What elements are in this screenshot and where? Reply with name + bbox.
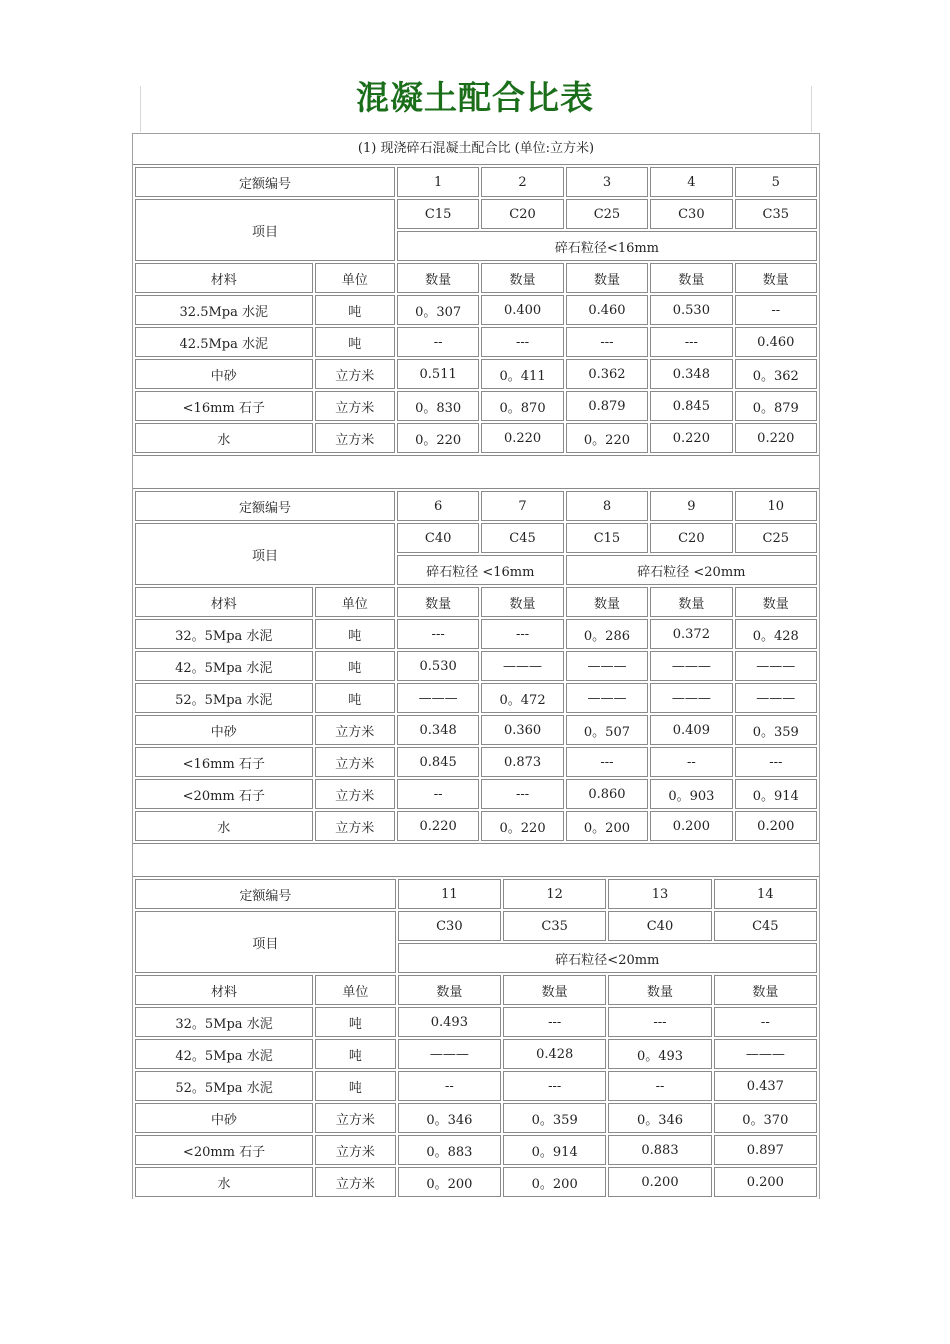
- quantity-cell: ———: [566, 683, 648, 713]
- grade-cell: C25: [735, 523, 817, 553]
- quantity-cell: 0.220: [735, 423, 817, 453]
- quantity-cell: 0.200: [714, 1167, 817, 1197]
- material-cell: <20mm 石子: [135, 779, 313, 809]
- material-cell: 42。5Mpa 水泥: [135, 1039, 313, 1069]
- quantity-cell: 0.493: [398, 1007, 501, 1037]
- code-label: 定额编号: [135, 879, 396, 909]
- quantity-cell: ---: [397, 619, 479, 649]
- material-cell: 水: [135, 1167, 313, 1197]
- material-cell: <20mm 石子: [135, 1135, 313, 1165]
- table-row: [135, 295, 817, 325]
- quantity-cell: 0。879: [735, 391, 817, 421]
- quantity-cell: 0。200: [566, 811, 648, 841]
- gravel-size-cell: 碎石粒径 <16mm: [397, 555, 564, 585]
- quantity-cell: 0。370: [714, 1103, 817, 1133]
- quantity-cell: ———: [398, 1039, 501, 1069]
- quantity-cell: --: [650, 747, 732, 777]
- unit-cell: 立方米: [315, 747, 395, 777]
- quantity-cell: ---: [608, 1007, 711, 1037]
- quantity-cell: --: [397, 327, 479, 357]
- quantity-cell: 0。914: [735, 779, 817, 809]
- quantity-cell: --: [398, 1071, 501, 1101]
- unit-cell: 立方米: [315, 1167, 396, 1197]
- quantity-cell: 0.845: [650, 391, 732, 421]
- quantity-cell: 0。507: [566, 715, 648, 745]
- page-title: 混凝土配合比表: [356, 78, 594, 117]
- quantity-cell: 0。870: [481, 391, 563, 421]
- material-header: 材料: [135, 587, 313, 617]
- grade-cell: C35: [735, 199, 817, 229]
- unit-header: 单位: [315, 587, 395, 617]
- grade-cell: C45: [714, 911, 817, 941]
- quantity-cell: --: [735, 295, 817, 325]
- quantity-cell: ---: [481, 327, 563, 357]
- material-cell: <16mm 石子: [135, 391, 313, 421]
- quantity-cell: ———: [735, 651, 817, 681]
- quantity-cell: 0.409: [650, 715, 732, 745]
- quantity-header: 数量: [566, 587, 648, 617]
- grade-row: [135, 911, 817, 941]
- quantity-cell: 0.897: [714, 1135, 817, 1165]
- table-row: [135, 683, 817, 713]
- table-row: [135, 779, 817, 809]
- grade-cell: C15: [566, 523, 648, 553]
- material-cell: 水: [135, 423, 313, 453]
- code-row: [135, 491, 817, 521]
- unit-cell: 立方米: [315, 391, 395, 421]
- quantity-cell: ———: [481, 651, 563, 681]
- table-caption: (1) 现浇碎石混凝土配合比 (单位:立方米): [133, 134, 819, 165]
- quantity-cell: ———: [566, 651, 648, 681]
- quantity-cell: 0。883: [398, 1135, 501, 1165]
- table-row: [135, 1167, 817, 1197]
- unit-cell: 立方米: [315, 715, 395, 745]
- code-cell: 10: [735, 491, 817, 521]
- quantity-cell: ---: [566, 327, 648, 357]
- quantity-cell: 0.883: [608, 1135, 711, 1165]
- quantity-header: 数量: [397, 587, 479, 617]
- unit-cell: 吨: [315, 1071, 396, 1101]
- quantity-cell: 0.530: [397, 651, 479, 681]
- grade-cell: C35: [503, 911, 606, 941]
- code-label: 定额编号: [135, 167, 395, 197]
- table-row: [135, 359, 817, 389]
- grade-cell: C20: [650, 523, 732, 553]
- quantity-cell: 0.437: [714, 1071, 817, 1101]
- material-cell: 中砂: [135, 1103, 313, 1133]
- grade-cell: C20: [481, 199, 563, 229]
- sections-container: [133, 165, 819, 1199]
- quantity-cell: ---: [566, 747, 648, 777]
- header-row: [135, 587, 817, 617]
- quantity-cell: ---: [481, 779, 563, 809]
- gravel-size-cell: 碎石粒径<16mm: [397, 231, 817, 261]
- quantity-header: 数量: [735, 263, 817, 293]
- code-cell: 8: [566, 491, 648, 521]
- quantity-cell: 0。346: [398, 1103, 501, 1133]
- quantity-header: 数量: [398, 975, 501, 1005]
- unit-cell: 吨: [315, 1007, 396, 1037]
- material-cell: 水: [135, 811, 313, 841]
- quantity-cell: 0.372: [650, 619, 732, 649]
- unit-cell: 吨: [315, 651, 395, 681]
- unit-cell: 立方米: [315, 779, 395, 809]
- table-row: [135, 391, 817, 421]
- code-cell: 7: [481, 491, 563, 521]
- quantity-cell: 0.200: [735, 811, 817, 841]
- quantity-header: 数量: [481, 587, 563, 617]
- material-cell: 52。5Mpa 水泥: [135, 683, 313, 713]
- gravel-size-cell: 碎石粒径 <20mm: [566, 555, 817, 585]
- quantity-cell: 0.348: [650, 359, 732, 389]
- quantity-cell: 0.360: [481, 715, 563, 745]
- item-label: 项目: [135, 199, 395, 261]
- quantity-cell: 0.879: [566, 391, 648, 421]
- quantity-cell: 0.200: [650, 811, 732, 841]
- section-table-3: [133, 877, 819, 1199]
- material-cell: 中砂: [135, 359, 313, 389]
- quantity-header: 数量: [608, 975, 711, 1005]
- quantity-cell: 0。220: [481, 811, 563, 841]
- table-row: [135, 715, 817, 745]
- quantity-cell: 0.200: [608, 1167, 711, 1197]
- section-table-1: [133, 165, 819, 455]
- item-label: 项目: [135, 523, 395, 585]
- quantity-header: 数量: [481, 263, 563, 293]
- table-row: [135, 619, 817, 649]
- quantity-cell: 0。200: [398, 1167, 501, 1197]
- material-cell: <16mm 石子: [135, 747, 313, 777]
- code-cell: 12: [503, 879, 606, 909]
- material-cell: 42.5Mpa 水泥: [135, 327, 313, 357]
- table-row: [135, 1103, 817, 1133]
- quantity-cell: ———: [650, 651, 732, 681]
- quantity-header: 数量: [650, 587, 732, 617]
- quantity-header: 数量: [566, 263, 648, 293]
- grade-cell: C30: [650, 199, 732, 229]
- quantity-cell: 0.220: [397, 811, 479, 841]
- quantity-cell: 0。307: [397, 295, 479, 325]
- quantity-cell: 0.348: [397, 715, 479, 745]
- material-cell: 32。5Mpa 水泥: [135, 1007, 313, 1037]
- quantity-cell: 0。286: [566, 619, 648, 649]
- quantity-cell: ———: [650, 683, 732, 713]
- quantity-cell: 0。830: [397, 391, 479, 421]
- quantity-cell: 0。914: [503, 1135, 606, 1165]
- code-cell: 2: [481, 167, 563, 197]
- material-header: 材料: [135, 263, 313, 293]
- quantity-cell: 0。362: [735, 359, 817, 389]
- unit-cell: 立方米: [315, 1103, 396, 1133]
- code-cell: 6: [397, 491, 479, 521]
- unit-header: 单位: [315, 263, 395, 293]
- quantity-cell: 0.860: [566, 779, 648, 809]
- quantity-cell: --: [714, 1007, 817, 1037]
- unit-cell: 吨: [315, 327, 395, 357]
- material-cell: 42。5Mpa 水泥: [135, 651, 313, 681]
- quantity-cell: ---: [503, 1007, 606, 1037]
- quantity-header: 数量: [397, 263, 479, 293]
- quantity-cell: 0。472: [481, 683, 563, 713]
- header-row: [135, 263, 817, 293]
- quantity-cell: 0.845: [397, 747, 479, 777]
- quantity-header: 数量: [714, 975, 817, 1005]
- table-row: [135, 1071, 817, 1101]
- table-row: [135, 327, 817, 357]
- grade-row: [135, 523, 817, 553]
- grade-cell: C45: [481, 523, 563, 553]
- material-cell: 32。5Mpa 水泥: [135, 619, 313, 649]
- code-cell: 1: [397, 167, 479, 197]
- code-row: [135, 879, 817, 909]
- quantity-cell: ---: [735, 747, 817, 777]
- item-label: 项目: [135, 911, 396, 973]
- quantity-cell: 0.460: [566, 295, 648, 325]
- quantity-header: 数量: [735, 587, 817, 617]
- table-row: [135, 1007, 817, 1037]
- quantity-cell: ---: [650, 327, 732, 357]
- quantity-cell: 0.511: [397, 359, 479, 389]
- code-cell: 13: [608, 879, 711, 909]
- quantity-cell: 0。411: [481, 359, 563, 389]
- grade-row: [135, 199, 817, 229]
- quantity-cell: 0.460: [735, 327, 817, 357]
- material-cell: 32.5Mpa 水泥: [135, 295, 313, 325]
- material-cell: 52。5Mpa 水泥: [135, 1071, 313, 1101]
- code-cell: 4: [650, 167, 732, 197]
- grade-cell: C15: [397, 199, 479, 229]
- table-row: [135, 1135, 817, 1165]
- quantity-header: 数量: [650, 263, 732, 293]
- quantity-cell: ---: [503, 1071, 606, 1101]
- material-header: 材料: [135, 975, 313, 1005]
- grade-cell: C40: [608, 911, 711, 941]
- quantity-cell: 0。493: [608, 1039, 711, 1069]
- quantity-cell: 0。359: [735, 715, 817, 745]
- quantity-cell: 0。220: [566, 423, 648, 453]
- quantity-cell: 0.220: [481, 423, 563, 453]
- quantity-cell: ———: [735, 683, 817, 713]
- unit-cell: 立方米: [315, 423, 395, 453]
- quantity-cell: 0。220: [397, 423, 479, 453]
- section-spacer: [133, 455, 819, 489]
- table-row: [135, 1039, 817, 1069]
- unit-cell: 吨: [315, 295, 395, 325]
- quantity-cell: ———: [714, 1039, 817, 1069]
- quantity-cell: 0.873: [481, 747, 563, 777]
- code-cell: 3: [566, 167, 648, 197]
- grade-cell: C25: [566, 199, 648, 229]
- header-row: [135, 975, 817, 1005]
- unit-cell: 立方米: [315, 1135, 396, 1165]
- unit-cell: 立方米: [315, 811, 395, 841]
- code-label: 定额编号: [135, 491, 395, 521]
- table-row: [135, 651, 817, 681]
- code-cell: 11: [398, 879, 501, 909]
- quantity-cell: 0.220: [650, 423, 732, 453]
- quantity-cell: 0。359: [503, 1103, 606, 1133]
- unit-cell: 吨: [315, 619, 395, 649]
- section-table-2: [133, 489, 819, 843]
- unit-cell: 吨: [315, 1039, 396, 1069]
- grade-cell: C40: [397, 523, 479, 553]
- quantity-cell: 0。428: [735, 619, 817, 649]
- gravel-size-cell: 碎石粒径<20mm: [398, 943, 817, 973]
- code-row: [135, 167, 817, 197]
- quantity-cell: 0.530: [650, 295, 732, 325]
- quantity-cell: --: [608, 1071, 711, 1101]
- table-row: [135, 747, 817, 777]
- unit-cell: 吨: [315, 683, 395, 713]
- quantity-cell: 0.400: [481, 295, 563, 325]
- material-cell: 中砂: [135, 715, 313, 745]
- unit-header: 单位: [315, 975, 396, 1005]
- section-spacer: [133, 843, 819, 877]
- table-row: [135, 811, 817, 841]
- code-cell: 5: [735, 167, 817, 197]
- quantity-cell: 0。200: [503, 1167, 606, 1197]
- quantity-cell: 0.362: [566, 359, 648, 389]
- quantity-header: 数量: [503, 975, 606, 1005]
- quantity-cell: 0。903: [650, 779, 732, 809]
- quantity-cell: ———: [397, 683, 479, 713]
- quantity-cell: 0。346: [608, 1103, 711, 1133]
- unit-cell: 立方米: [315, 359, 395, 389]
- quantity-cell: --: [397, 779, 479, 809]
- table-row: [135, 423, 817, 453]
- quantity-cell: 0.428: [503, 1039, 606, 1069]
- grade-cell: C30: [398, 911, 501, 941]
- mix-ratio-sheet: [132, 133, 820, 1199]
- code-cell: 14: [714, 879, 817, 909]
- quantity-cell: ---: [481, 619, 563, 649]
- code-cell: 9: [650, 491, 732, 521]
